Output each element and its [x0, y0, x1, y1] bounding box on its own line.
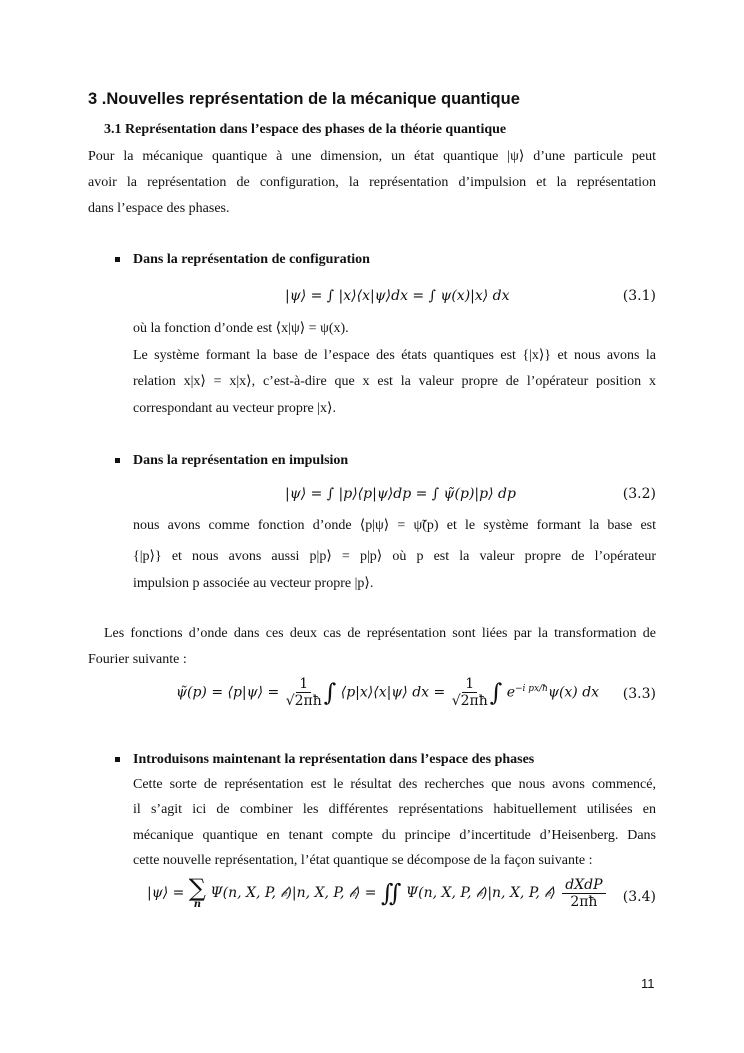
- body-line: où la fonction d’onde est ⟨x|ψ⟩ = ψ(x).: [133, 321, 349, 336]
- denominator: 2πħ: [570, 893, 598, 910]
- numerator: dXdP: [562, 877, 605, 894]
- intro-line: Pour la mécanique quantique à une dimension, un état quantique |ψ⟩ d’une particule peut: [88, 149, 656, 164]
- body-line: impulsion p associée au vecteur propre |p⟩.: [133, 576, 374, 591]
- fraction: [286, 676, 322, 709]
- equation-3-3: [176, 676, 599, 709]
- denominator: √2πħ: [451, 693, 488, 709]
- fraction: [452, 676, 488, 709]
- eq-part: e: [506, 684, 516, 701]
- body-line: mécanique quantique en tenant compte du principe d’incertitude d’Heisenberg. Dans: [133, 828, 656, 843]
- sum-sign: ∑ n: [188, 874, 206, 910]
- eq-part: Ψ(n, X, P, 𝒷)|n, X, P, 𝒷⟩: [405, 885, 556, 901]
- equation-3-2: |ψ⟩ = ∫ |p⟩⟨p|ψ⟩dp = ∫ ψ̃(p)|p⟩ dp: [285, 486, 516, 502]
- integral-sign: ∫: [489, 678, 503, 707]
- eq-part: Ψ(n, X, P, 𝒷)|n, X, P, 𝒷⟩ =: [210, 885, 377, 901]
- body-line: correspondant au vecteur propre |x⟩.: [133, 401, 337, 416]
- equation-3-4: [147, 876, 608, 910]
- equation-number: (3.4): [622, 889, 656, 905]
- body-line: relation x|x⟩ = x|x⟩, c’est-à-dire que x est la valeur propre de l’opérateur position x: [133, 374, 656, 389]
- body-line: Le système formant la base de l’espace des états quantiques est {|x⟩} et nous avons la: [133, 348, 656, 363]
- bullet-icon: [115, 458, 120, 463]
- integral-sign: ∫: [323, 678, 337, 707]
- eq-part: ψ̃(p) = ⟨p|ψ⟩ =: [176, 684, 280, 701]
- page-number: 11: [641, 976, 655, 991]
- subsection-heading: 3.1 Représentation dans l’espace des phases de la théorie quantique: [104, 122, 507, 137]
- bullet-title: Introduisons maintenant la représentation dans l’espace des phases: [133, 752, 535, 767]
- double-integral-sign: ∬: [380, 879, 402, 907]
- intro-line: dans l’espace des phases.: [88, 201, 230, 216]
- body-line: {|p⟩} et nous avons aussi p|p⟩ = p|p⟩ où p est la valeur propre de l’opérateur: [133, 549, 656, 564]
- equation-3-1: |ψ⟩ = ∫ |x⟩⟨x|ψ⟩dx = ∫ ψ(x)|x⟩ dx: [285, 288, 510, 304]
- section-heading: 3 .Nouvelles représentation de la mécanique quantique: [88, 90, 520, 108]
- body-line: nous avons comme fonction d’onde ⟨p|ψ⟩ = ψ̃(p) et le système formant la base est: [133, 518, 656, 533]
- numerator: 1: [462, 676, 477, 693]
- eq-part: |ψ⟩ =: [147, 885, 185, 901]
- sum-index: n: [193, 899, 201, 910]
- equation-number: (3.1): [622, 288, 656, 304]
- body-line: Fourier suivante :: [88, 652, 187, 667]
- intro-line: avoir la représentation de configuration, la représentation d’impulsion et la représentation: [88, 175, 656, 190]
- exponent: −i px/ħ: [515, 683, 548, 694]
- numerator: 1: [296, 676, 311, 693]
- fraction: [562, 877, 605, 910]
- body-line: cette nouvelle représentation, l’état quantique se décompose de la façon suivante :: [133, 853, 593, 868]
- eq-part: ⟨p|x⟩⟨x|ψ⟩ dx =: [340, 684, 446, 701]
- body-line: Cette sorte de représentation est le résultat des recherches que nous avons commencé,: [133, 777, 656, 792]
- bullet-icon: [115, 257, 120, 262]
- denominator: √2πħ: [285, 693, 322, 709]
- bullet-title: Dans la représentation en impulsion: [133, 453, 349, 468]
- eq-part: ψ(x) dx: [547, 684, 600, 701]
- equation-number: (3.3): [622, 686, 656, 702]
- body-line: Les fonctions d’onde dans ces deux cas de représentation sont liées par la transformation de: [104, 626, 656, 641]
- body-line: il s’agit ici de combiner les différentes représentations habituellement utilisées en: [133, 802, 656, 817]
- equation-number: (3.2): [622, 486, 656, 502]
- bullet-title: Dans la représentation de configuration: [133, 252, 370, 267]
- bullet-icon: [115, 757, 120, 762]
